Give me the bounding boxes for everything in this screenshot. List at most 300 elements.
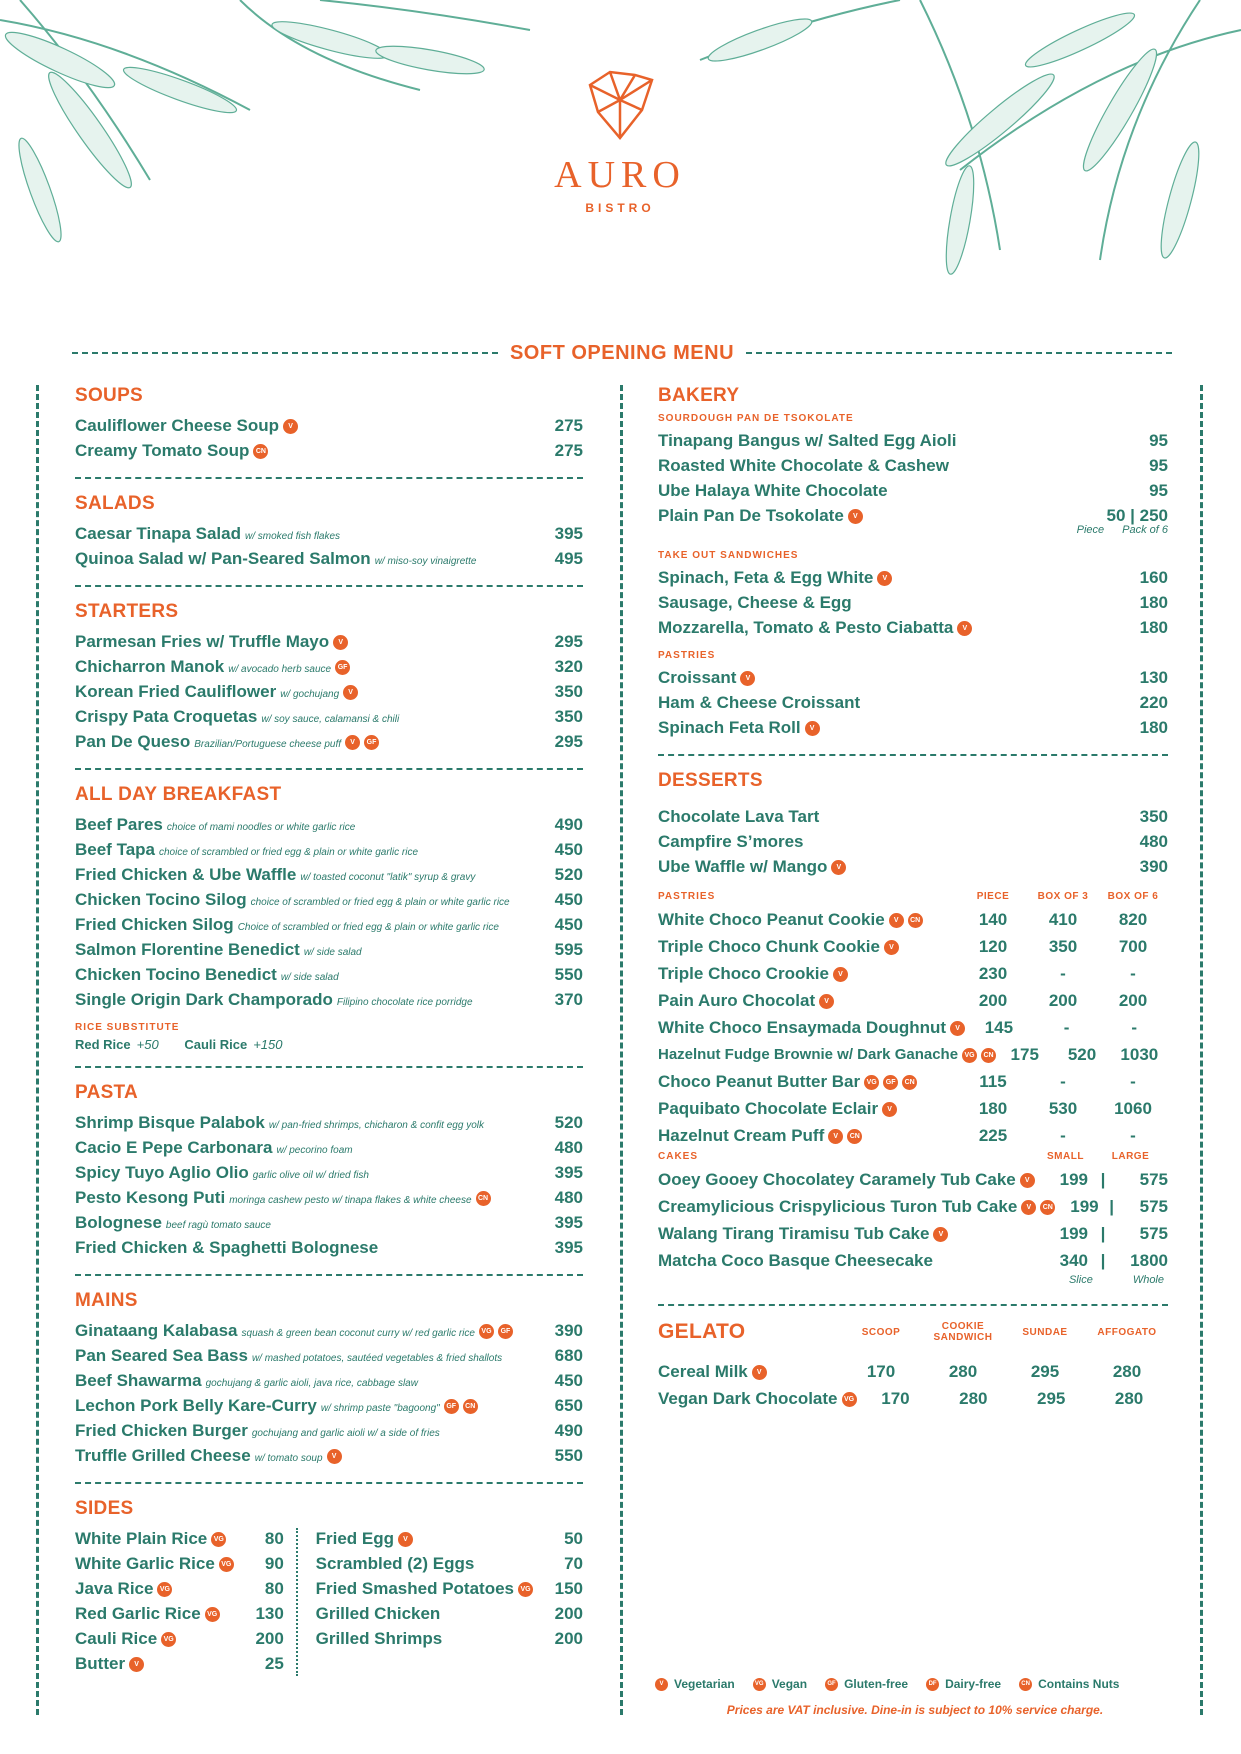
item-price: 450 bbox=[554, 1370, 583, 1390]
column-header: BOX OF 3 bbox=[1037, 891, 1089, 902]
item-name: Spinach, Feta & Egg White V bbox=[658, 568, 1098, 588]
item-price: 95 bbox=[1149, 430, 1168, 450]
menu-item bbox=[75, 1343, 583, 1368]
item-list bbox=[75, 1110, 583, 1260]
gf-badge-icon: GF bbox=[364, 735, 379, 750]
item-price: 520 bbox=[1067, 1044, 1097, 1064]
v-badge-icon: V bbox=[884, 940, 899, 955]
cn-badge-icon: CN bbox=[476, 1191, 491, 1206]
unit-label: Whole bbox=[1132, 1274, 1164, 1286]
menu-title: SOFT OPENING MENU bbox=[509, 341, 735, 364]
item-name: Hazelnut Fudge Brownie w/ Dark Ganache VG CN bbox=[658, 1046, 996, 1063]
item-price: 150 bbox=[554, 1578, 583, 1598]
v-badge-icon: V bbox=[877, 571, 892, 586]
cn-badge-icon: CN bbox=[463, 1399, 478, 1414]
column-header: SCOOP bbox=[861, 1326, 901, 1338]
v-badge-icon: V bbox=[848, 509, 863, 524]
item-name: Chicharron Manok w/ avocado herb sauce GF bbox=[75, 657, 513, 677]
item-list bbox=[658, 804, 1168, 879]
item-name: Cacio E Pepe Carbonara w/ pecorino foam bbox=[75, 1137, 353, 1157]
salads-section bbox=[75, 493, 583, 571]
menu-item bbox=[658, 453, 1168, 478]
v-badge-icon: V bbox=[655, 1678, 668, 1691]
item-price: 350 bbox=[1048, 936, 1078, 956]
item-name: Cereal Milk V bbox=[658, 1362, 840, 1382]
item-description: choice of scrambled or fried egg & plain or white garlic rice bbox=[250, 896, 510, 908]
cn-badge-icon: CN bbox=[981, 1048, 996, 1063]
item-price: 175 bbox=[1010, 1044, 1039, 1064]
section-title: SIDES bbox=[75, 1498, 134, 1519]
item-price: 450 bbox=[554, 839, 583, 859]
cn-badge-icon: CN bbox=[847, 1129, 862, 1144]
vg-badge-icon: VG bbox=[842, 1392, 857, 1407]
cn-badge-icon: CN bbox=[253, 444, 268, 459]
price-separator: | bbox=[1100, 1250, 1106, 1270]
substitute-price: +50 bbox=[136, 1037, 159, 1052]
item-name: Mozzarella, Tomato & Pesto Ciabatta V bbox=[658, 618, 1098, 638]
menu-item bbox=[658, 665, 1168, 690]
pastry-row bbox=[658, 1095, 1168, 1122]
item-price: 95 bbox=[1149, 455, 1168, 475]
unit-label: Slice bbox=[1068, 1274, 1093, 1286]
column-header: SMALL bbox=[1047, 1151, 1084, 1162]
item-name: Parmesan Fries w/ Truffle Mayo V bbox=[75, 632, 513, 652]
vg-badge-icon: VG bbox=[518, 1582, 533, 1597]
item-name: Tinapang Bangus w/ Salted Egg Aioli bbox=[658, 430, 957, 450]
v-badge-icon: V bbox=[129, 1657, 144, 1672]
item-name: Caesar Tinapa Salad w/ smoked fish flakes bbox=[75, 523, 341, 543]
item-price: 170 bbox=[881, 1388, 910, 1408]
item-name: Salmon Florentine Benedict w/ side salad bbox=[75, 939, 362, 959]
item-price: 90 bbox=[264, 1553, 284, 1573]
legend-label: Contains Nuts bbox=[1038, 1677, 1120, 1691]
section-title: DESSERTS bbox=[658, 770, 763, 791]
item-price: 200 bbox=[978, 990, 1008, 1010]
item-name: Fried Egg V bbox=[316, 1529, 533, 1549]
section-title: STARTERS bbox=[75, 601, 179, 622]
v-badge-icon: V bbox=[805, 721, 820, 736]
item-price: 130 bbox=[1139, 667, 1168, 687]
legend-label: Gluten-free bbox=[844, 1677, 909, 1691]
item-description: choice of scrambled or fried egg & plain or white garlic rice bbox=[159, 846, 419, 858]
v-badge-icon: V bbox=[831, 860, 846, 875]
item-name: Beef Shawarma gochujang & garlic aioli, java rice, cabbage slaw bbox=[75, 1370, 418, 1390]
item-price: 230 bbox=[978, 963, 1008, 983]
footnote: Prices are VAT inclusive. Dine-in is subject to 10% service charge. bbox=[726, 1703, 1104, 1717]
item-name: Choco Peanut Butter Bar VG GF CN bbox=[658, 1072, 958, 1092]
item-name: Bolognese beef ragù tomato sauce bbox=[75, 1212, 271, 1232]
vg-badge-icon: VG bbox=[479, 1324, 494, 1339]
item-price: 199 bbox=[1059, 1169, 1088, 1189]
vg-badge-icon: VG bbox=[211, 1532, 226, 1547]
divider bbox=[75, 1482, 583, 1484]
divider bbox=[658, 754, 1168, 756]
v-badge-icon: V bbox=[819, 994, 834, 1009]
pastries-table-header bbox=[658, 891, 1168, 902]
item-price: - bbox=[1130, 963, 1136, 983]
gelato-section bbox=[658, 1320, 1168, 1412]
item-price: 295 bbox=[554, 631, 583, 651]
item-price: 200 bbox=[554, 1603, 583, 1623]
desserts-section bbox=[658, 770, 1168, 1290]
price-separator: | bbox=[1100, 1169, 1106, 1189]
item-price: 200 bbox=[1048, 990, 1078, 1010]
item-price: 1060 bbox=[1114, 1098, 1152, 1118]
substitute-name: Cauli Rice bbox=[184, 1037, 248, 1052]
item-price: 275 bbox=[554, 440, 583, 460]
item-price: 520 bbox=[554, 864, 583, 884]
item-name: Walang Tirang Tiramisu Tub Cake V bbox=[658, 1224, 1038, 1244]
starters-section bbox=[75, 601, 583, 754]
item-price: - bbox=[1131, 1017, 1137, 1037]
item-price: 550 bbox=[554, 1445, 583, 1465]
item-name: White Garlic Rice VG bbox=[75, 1554, 234, 1574]
item-price: 530 bbox=[1048, 1098, 1078, 1118]
item-description: moringa cashew pesto w/ tinapa flakes & white cheese bbox=[229, 1194, 472, 1206]
item-name: White Choco Peanut Cookie V CN bbox=[658, 910, 958, 930]
v-badge-icon: V bbox=[327, 1449, 342, 1464]
item-name: Triple Choco Chunk Cookie V bbox=[658, 937, 958, 957]
vg-badge-icon: VG bbox=[205, 1607, 220, 1622]
column-header: COOKIE SANDWICH bbox=[933, 1321, 993, 1343]
brand-name: AURO bbox=[554, 154, 686, 196]
mains-section bbox=[75, 1290, 583, 1468]
menu-item bbox=[75, 837, 583, 862]
menu-item bbox=[658, 590, 1168, 615]
item-price: - bbox=[1060, 963, 1066, 983]
item-price: 700 bbox=[1118, 936, 1148, 956]
item-price: 370 bbox=[554, 989, 583, 1009]
menu-item bbox=[75, 1626, 284, 1651]
divider bbox=[75, 1274, 583, 1276]
column-header: LARGE bbox=[1111, 1151, 1150, 1162]
menu-item bbox=[75, 438, 583, 463]
item-name: Beef Pares choice of mami noodles or white garlic rice bbox=[75, 814, 356, 834]
menu-item bbox=[75, 1526, 284, 1551]
column-header: AFFOGATO bbox=[1097, 1326, 1157, 1338]
item-price: 199 bbox=[1059, 1223, 1088, 1243]
vg-badge-icon: VG bbox=[219, 1557, 234, 1572]
pastry-row bbox=[658, 906, 1168, 933]
right-column bbox=[658, 385, 1168, 1412]
item-name: Cauliflower Cheese Soup V bbox=[75, 416, 513, 436]
legend-item bbox=[926, 1677, 1001, 1691]
menu-item bbox=[658, 478, 1168, 503]
cakes-table bbox=[658, 1166, 1168, 1274]
item-name: Fried Chicken Burger gochujang and garlic aioli w/ a side of fries bbox=[75, 1420, 440, 1440]
item-name: Croissant V bbox=[658, 668, 1098, 688]
menu-item bbox=[75, 729, 583, 754]
gelato-table bbox=[658, 1358, 1168, 1412]
item-price: 575 bbox=[1139, 1223, 1168, 1243]
item-price: 650 bbox=[554, 1395, 583, 1415]
divider bbox=[75, 768, 583, 770]
menu-item bbox=[75, 912, 583, 937]
item-name: Creamy Tomato Soup CN bbox=[75, 441, 513, 461]
item-price: 275 bbox=[554, 415, 583, 435]
left-border-line bbox=[36, 385, 39, 1715]
menu-item bbox=[75, 1443, 583, 1468]
v-badge-icon: V bbox=[1020, 1173, 1035, 1188]
substitute-price: +150 bbox=[253, 1037, 283, 1052]
legend-label: Vegan bbox=[771, 1677, 808, 1691]
item-price: 490 bbox=[554, 1420, 583, 1440]
menu-item bbox=[75, 1210, 583, 1235]
menu-item bbox=[658, 565, 1168, 590]
item-price: 200 bbox=[1118, 990, 1148, 1010]
vg-badge-icon: VG bbox=[864, 1075, 879, 1090]
item-price: - bbox=[1060, 1125, 1066, 1145]
item-list bbox=[75, 521, 583, 571]
item-name: Fried Chicken Silog Choice of scrambled or fried egg & plain or white garlic rice bbox=[75, 914, 499, 934]
item-name: Fried Chicken & Spaghetti Bolognese bbox=[75, 1237, 379, 1257]
item-name: Triple Choco Crookie V bbox=[658, 964, 958, 984]
item-price: 480 bbox=[554, 1187, 583, 1207]
item-name: Java Rice VG bbox=[75, 1579, 234, 1599]
item-price: 520 bbox=[554, 1112, 583, 1132]
menu-item bbox=[316, 1551, 583, 1576]
item-price: 280 bbox=[1112, 1361, 1142, 1381]
menu-item bbox=[75, 1393, 583, 1418]
item-price: 200 bbox=[554, 1628, 583, 1648]
column-header: SUNDAE bbox=[1022, 1326, 1068, 1338]
right-border-line bbox=[1200, 385, 1203, 1715]
item-price: 480 bbox=[554, 1137, 583, 1157]
item-price: 490 bbox=[554, 814, 583, 834]
item-name: Spinach Feta Roll V bbox=[658, 718, 1098, 738]
divider bbox=[75, 585, 583, 587]
menu-item bbox=[75, 704, 583, 729]
vg-badge-icon: VG bbox=[753, 1678, 766, 1691]
item-price: 80 bbox=[264, 1578, 284, 1598]
section-title: GELATO bbox=[658, 1320, 746, 1343]
item-name: Ooey Gooey Chocolatey Caramely Tub Cake V bbox=[658, 1170, 1038, 1190]
item-description: Brazilian/Portuguese cheese puff bbox=[194, 738, 342, 750]
brand-subtitle: BISTRO bbox=[585, 201, 655, 215]
item-list bbox=[75, 1318, 583, 1468]
item-description: gochujang & garlic aioli, java rice, cabbage slaw bbox=[205, 1377, 418, 1389]
item-price: 480 bbox=[1139, 831, 1168, 851]
sides-right-list bbox=[316, 1526, 583, 1676]
item-price: 320 bbox=[554, 656, 583, 676]
item-name: Red Garlic Rice VG bbox=[75, 1604, 234, 1624]
v-badge-icon: V bbox=[333, 635, 348, 650]
legend-item bbox=[1019, 1677, 1119, 1691]
item-description: w/ avocado herb sauce bbox=[228, 663, 332, 675]
gf-badge-icon: GF bbox=[883, 1075, 898, 1090]
item-list bbox=[658, 565, 1168, 640]
item-description: w/ pan-fried shrimps, chicharon & confit egg yolk bbox=[268, 1119, 484, 1131]
item-name: Pan Seared Sea Bass w/ mashed potatoes, sautéed vegetables & fried shallots bbox=[75, 1345, 503, 1365]
item-description: gochujang and garlic aioli w/ a side of fries bbox=[251, 1427, 440, 1439]
column-header: BOX OF 6 bbox=[1107, 891, 1159, 902]
item-price: 170 bbox=[866, 1361, 896, 1381]
item-price: 295 bbox=[1037, 1388, 1066, 1408]
menu-item bbox=[316, 1626, 583, 1651]
v-badge-icon: V bbox=[933, 1227, 948, 1242]
rice-substitutes bbox=[75, 1037, 583, 1052]
menu-item bbox=[75, 1235, 583, 1260]
item-name: Korean Fried Cauliflower w/ gochujang V bbox=[75, 682, 513, 702]
item-description: Filipino chocolate rice porridge bbox=[336, 996, 473, 1008]
item-name: Chocolate Lava Tart bbox=[658, 806, 820, 826]
item-name: Campfire S’mores bbox=[658, 831, 804, 851]
divider bbox=[75, 1066, 583, 1068]
unit-label: Piece bbox=[1076, 524, 1105, 536]
item-name: Lechon Pork Belly Kare-Curry w/ shrimp paste "bagoong" GF CN bbox=[75, 1396, 513, 1416]
item-name: Single Origin Dark Champorado Filipino chocolate rice porridge bbox=[75, 989, 473, 1009]
item-price: 575 bbox=[1139, 1196, 1168, 1216]
menu-item bbox=[75, 654, 583, 679]
item-price: 595 bbox=[554, 939, 583, 959]
menu-item bbox=[75, 1576, 284, 1601]
item-description: w/ side salad bbox=[280, 971, 339, 983]
menu-item bbox=[75, 413, 583, 438]
v-badge-icon: V bbox=[882, 1102, 897, 1117]
subsection-title: CAKES bbox=[658, 1151, 699, 1162]
gf-badge-icon: GF bbox=[825, 1678, 838, 1691]
menu-item bbox=[658, 690, 1168, 715]
menu-item bbox=[75, 1318, 583, 1343]
sides-left-list bbox=[75, 1526, 284, 1676]
item-description: Choice of scrambled or fried egg & plain or white garlic rice bbox=[237, 921, 499, 933]
price-separator: | bbox=[1109, 1196, 1115, 1216]
divider bbox=[75, 477, 583, 479]
item-price: 350 bbox=[1139, 806, 1168, 826]
center-divider-line bbox=[620, 385, 623, 1715]
menu-item bbox=[75, 887, 583, 912]
item-description: w/ smoked fish flakes bbox=[245, 530, 341, 542]
vg-badge-icon: VG bbox=[161, 1632, 176, 1647]
item-price: 200 bbox=[255, 1628, 284, 1648]
left-column bbox=[75, 385, 583, 1676]
item-price: 280 bbox=[948, 1361, 978, 1381]
item-name: Ube Halaya White Chocolate bbox=[658, 480, 888, 500]
rice-substitute-title: RICE SUBSTITUTE bbox=[75, 1022, 180, 1033]
menu-item bbox=[75, 679, 583, 704]
section-title: SOUPS bbox=[75, 385, 144, 406]
item-name: Hazelnut Cream Puff V CN bbox=[658, 1126, 958, 1146]
item-price: 410 bbox=[1048, 909, 1078, 929]
gelato-row bbox=[658, 1385, 1168, 1412]
gelato-row bbox=[658, 1358, 1168, 1385]
item-price: 395 bbox=[554, 1212, 583, 1232]
item-price: 180 bbox=[1139, 592, 1168, 612]
v-badge-icon: V bbox=[752, 1365, 767, 1380]
item-list bbox=[75, 629, 583, 754]
cakes-table-header bbox=[658, 1151, 1168, 1162]
item-price: 390 bbox=[1139, 856, 1168, 876]
cake-row bbox=[658, 1247, 1168, 1274]
v-badge-icon: V bbox=[957, 621, 972, 636]
item-price: 495 bbox=[554, 548, 583, 568]
vg-badge-icon: VG bbox=[157, 1582, 172, 1597]
cake-row bbox=[658, 1220, 1168, 1247]
menu-item bbox=[75, 629, 583, 654]
menu-item bbox=[75, 962, 583, 987]
item-description: choice of mami noodles or white garlic rice bbox=[166, 821, 356, 833]
menu-item bbox=[316, 1576, 583, 1601]
item-name: White Plain Rice VG bbox=[75, 1529, 234, 1549]
item-name: Paquibato Chocolate Eclair V bbox=[658, 1099, 958, 1119]
v-badge-icon: V bbox=[1021, 1200, 1036, 1215]
cake-row bbox=[658, 1166, 1168, 1193]
item-description: w/ shrimp paste "bagoong" bbox=[320, 1402, 440, 1414]
menu-item bbox=[75, 987, 583, 1012]
item-price: 1030 bbox=[1120, 1044, 1159, 1064]
item-price: 25 bbox=[264, 1653, 284, 1673]
section-title: BAKERY bbox=[658, 385, 740, 406]
menu-item bbox=[75, 1651, 284, 1676]
divider bbox=[746, 352, 1172, 354]
item-price: 50 bbox=[564, 1528, 583, 1548]
item-price: 180 bbox=[1139, 717, 1168, 737]
divider bbox=[72, 352, 498, 354]
item-name: Scrambled (2) Eggs bbox=[315, 1553, 475, 1573]
menu-item bbox=[75, 1110, 583, 1135]
item-name: Fried Chicken & Ube Waffle w/ toasted coconut "latik" syrup & gravy bbox=[75, 864, 476, 884]
item-price: 395 bbox=[554, 1237, 583, 1257]
item-price: 820 bbox=[1118, 909, 1148, 929]
item-name: Chicken Tocino Silog choice of scrambled or fried egg & plain or white garlic rice bbox=[75, 889, 510, 909]
pastry-row bbox=[658, 960, 1168, 987]
substitute-name: Red Rice bbox=[75, 1037, 131, 1052]
item-price: 1800 bbox=[1130, 1250, 1168, 1270]
item-price: 140 bbox=[978, 909, 1008, 929]
cn-badge-icon: CN bbox=[1019, 1678, 1032, 1691]
subsection-title: PASTRIES bbox=[658, 650, 716, 661]
item-price: 450 bbox=[554, 914, 583, 934]
item-price: 120 bbox=[978, 936, 1008, 956]
item-name: Spicy Tuyo Aglio Olio garlic olive oil w/ dried fish bbox=[75, 1162, 369, 1182]
legend-item bbox=[655, 1677, 735, 1691]
item-price: 80 bbox=[264, 1528, 284, 1548]
dietary-legend bbox=[655, 1677, 1175, 1691]
item-name: Fried Smashed Potatoes VG bbox=[316, 1579, 533, 1599]
pastry-row bbox=[658, 1014, 1168, 1041]
menu-item bbox=[658, 428, 1168, 453]
item-name: Beef Tapa choice of scrambled or fried egg & plain or white garlic rice bbox=[75, 839, 419, 859]
vg-badge-icon: VG bbox=[962, 1048, 977, 1063]
column-header: PIECE bbox=[976, 891, 1010, 902]
menu-title-row bbox=[72, 338, 1172, 368]
item-price: 450 bbox=[554, 889, 583, 909]
menu-item bbox=[658, 804, 1168, 829]
menu-item bbox=[316, 1526, 583, 1551]
item-price: 70 bbox=[564, 1553, 583, 1573]
menu-item bbox=[75, 862, 583, 887]
item-name: Butter V bbox=[75, 1654, 234, 1674]
menu-item bbox=[75, 1185, 583, 1210]
menu-item bbox=[75, 546, 583, 571]
item-name: Grilled Chicken bbox=[315, 1603, 441, 1623]
item-price: 280 bbox=[1114, 1388, 1144, 1408]
item-name: Ham & Cheese Croissant bbox=[658, 692, 861, 712]
item-price: - bbox=[1063, 1017, 1070, 1037]
gf-badge-icon: GF bbox=[498, 1324, 513, 1339]
cn-badge-icon: CN bbox=[1040, 1200, 1055, 1215]
item-name: Creamylicious Crispylicious Turon Tub Cake V CN bbox=[658, 1197, 1055, 1217]
legend-item bbox=[825, 1677, 908, 1691]
item-name: Cauli Rice VG bbox=[75, 1629, 234, 1649]
legend-label: Dairy-free bbox=[945, 1677, 1002, 1691]
dessert-pastries-table bbox=[658, 906, 1168, 1149]
menu-item bbox=[75, 1601, 284, 1626]
menu-item bbox=[75, 937, 583, 962]
item-description: w/ pecorino foam bbox=[276, 1144, 353, 1156]
subsection-title: TAKE OUT SANDWICHES bbox=[658, 550, 799, 561]
sides-grid bbox=[75, 1526, 583, 1676]
